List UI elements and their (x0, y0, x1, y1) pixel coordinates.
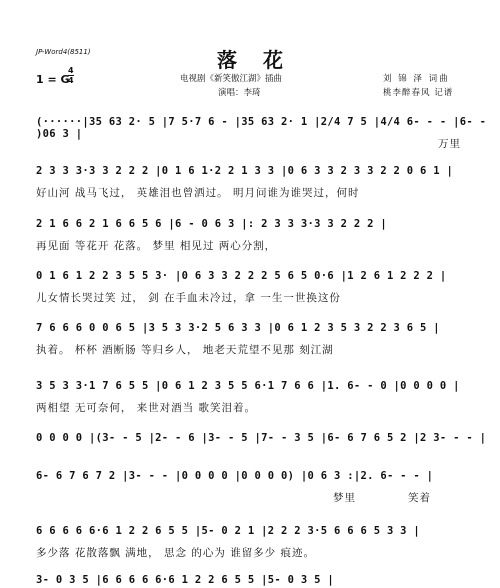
singer: 演唱：李琦 (218, 88, 261, 98)
lyrics-line: 执着。 杯杯 酒断肠 等归乡人， 地老天荒望不见那 刻江湖 (36, 344, 334, 356)
time-signature (68, 66, 74, 85)
lyrics-right: 万里 (438, 138, 461, 150)
notation-line: 6- 6 7 6 7 2 |3- - - |0 0 0 0 |0 0 0 0) |0 6 3 :|2. 6- - - | (36, 470, 434, 482)
lyrics-line: 两相望 无可奈何， 来世对酒当 歌笑泪着。 (36, 402, 257, 414)
notation-line: 7 6 6 6 0 0 6 5 |3 5 3 3·2 5 6 3 3 |0 6 1 2 3 5 3 2 2 3 6 5 | (36, 322, 440, 334)
song-title: 落花 (217, 48, 309, 72)
lyrics-line: 多少落 花散落飘 满地， 思念 的心为 谁留多少 痕迹。 (36, 547, 316, 559)
time-signature-bottom: 4 (68, 76, 74, 85)
lyricist: 刘 锦 泽 词曲 (383, 74, 450, 84)
lyrics-right: 梦里 笑着 (333, 492, 432, 504)
notation-line: 3 5 3 3·1 7 6 5 5 |0 6 1 2 3 5 5 6·1 7 6 6 |1. 6- - 0 |0 0 0 0 | (36, 380, 460, 392)
transcriber: 桃李醉春风 记谱 (383, 88, 454, 98)
notation-line: 0 1 6 1 2 2 3 5 5 3· |0 6 3 3 2 2 2 5 6 5 0·6 |1 2 6 1 2 2 2 | (36, 270, 447, 282)
notation-line: 0 0 0 0 |(3- - 5 |2- - 6 |3- - 5 |7- - 3 5 |6- 6 7 6 5 2 |2 3- - - | (36, 432, 487, 444)
lyrics-line: 好山河 战马飞过， 英雄泪也曾洒过。 明月问谁为谁哭过，何时 (36, 187, 360, 199)
notation-line: 2 3 3 3·3 3 2 2 2 |0 1 6 1·2 2 1 3 3 |0 6 3 3 2 3 3 2 2 0 6 1 | (36, 165, 454, 177)
source-label: JP-Word4(8511) (36, 48, 91, 56)
lyrics-line: 再见面 等花开 花落。 梦里 相见过 两心分割， (36, 240, 277, 252)
notation-line: 6 6 6 6 6·6 1 2 2 6 5 5 |5- 0 2 1 |2 2 2 3·5 6 6 6 5 3 3 | (36, 525, 421, 537)
subtitle: 电视剧《新笑傲江湖》插曲 (180, 74, 283, 84)
key-signature: 1 = G (36, 73, 70, 86)
lyrics-line: 儿女情长哭过笑 过， 剑 在手血未冷过，拿 一生一世换这份 (36, 292, 341, 304)
notation-line: (······|35 63 2· 5 |7 5·7 6 - |35 63 2· 1 |2/4 7 5 |4/4 6- - - |6- - )06 3 | (36, 116, 487, 140)
notation-line: 2 1 6 6 2 1 6 6 5 6 |6 - 0 6 3 |: 2 3 3 3·3 3 2 2 2 | (36, 218, 387, 230)
time-signature-top: 4 (68, 66, 74, 75)
notation-line: 3- 0 3 5 |6 6 6 6 6·6 1 2 2 6 5 5 |5- 0 3 5 | (36, 574, 334, 586)
